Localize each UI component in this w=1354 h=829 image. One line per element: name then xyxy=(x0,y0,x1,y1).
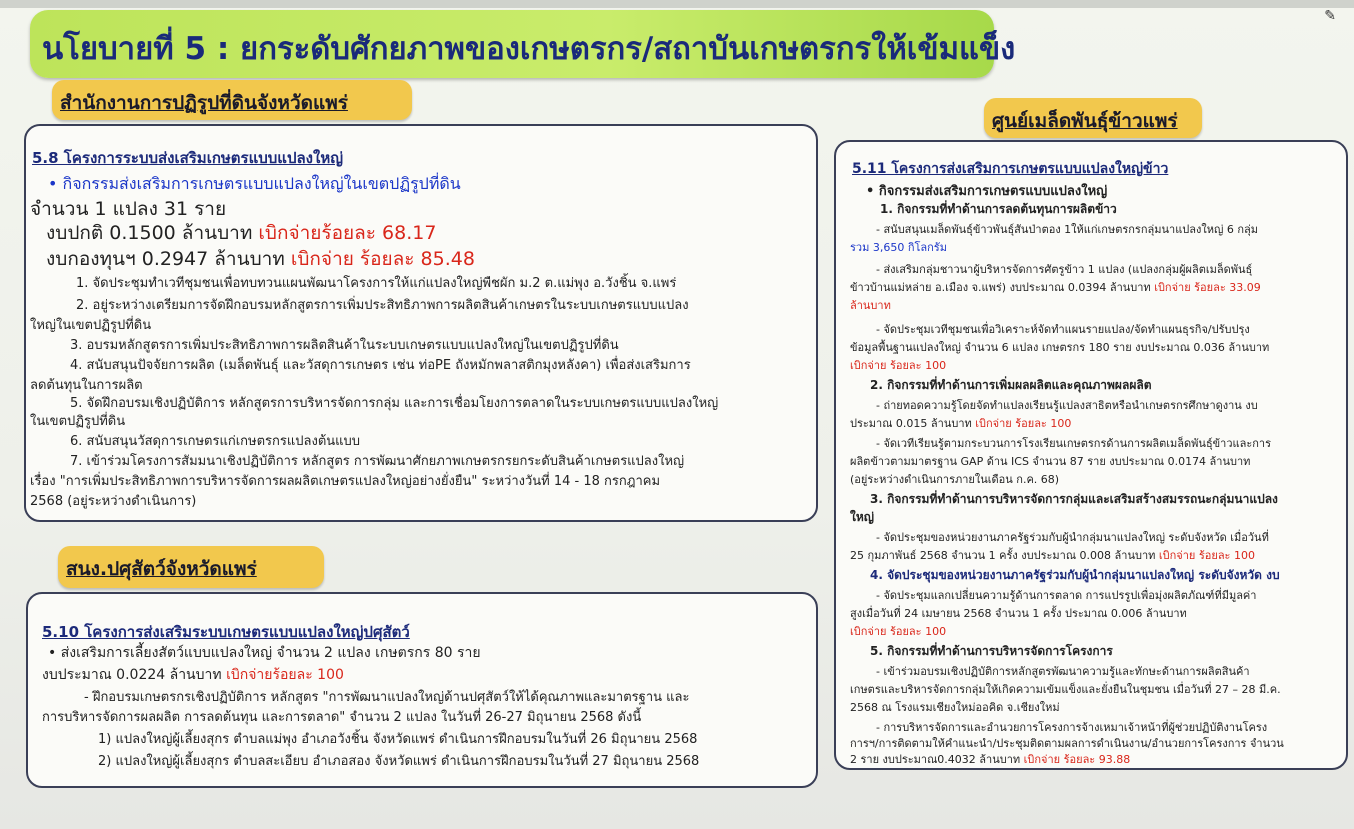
budget-fund-amount: งบกองทุนฯ 0.2947 ล้านบาท xyxy=(46,248,285,270)
text: 25 กุมภาพันธ์ 2568 จำนวน 1 ครั้ง งบประมาณ 0.008 ล้านบาท xyxy=(850,549,1156,562)
list-item: - สนับสนุนเมล็ดพันธุ์ข้าวพันธุ์สันป่าตอง 1ให้แก่เกษตรกรกลุ่มนาแปลงใหญ่ 6 กลุ่ม xyxy=(876,223,1259,236)
list-item: 2568 ณ โรงแรมเชียงใหม่ออคิด จ.เชียงใหม่ xyxy=(850,701,1060,714)
tag-label: สนง.ปศุสัตว์จังหวัดแพร่ xyxy=(66,558,257,580)
pen-icon[interactable]: ✎ xyxy=(1324,8,1336,24)
pct: เบิกจ่าย ร้อยละ 33.09 xyxy=(1154,281,1261,294)
section-title: 5.10 โครงการส่งเสริมระบบเกษตรแบบแปลงใหญ่ปศุสัตว์ xyxy=(42,623,410,641)
list-item: - จัดประชุมของหน่วยงานภาครัฐร่วมกับผู้นำกลุ่มนาแปลงใหญ่ ระดับจังหวัด เมื่อวันที่ xyxy=(876,531,1269,544)
list-item: - การบริหารจัดการและอำนวยการโครงการจ้างเหมาเจ้าหน้าที่ผู้ช่วยปฏิบัติงานโครง xyxy=(876,721,1268,734)
list-item: 4. สนับสนุนปัจจัยการผลิต (เมล็ดพันธุ์ และวัสดุการเกษตร เช่น ท่อPE ถังหมักพลาสติกมุงหลังคา) เพื่อส่งเสริมการ xyxy=(70,358,691,373)
subheading: 3. กิจกรรมที่ทำด้านการบริหารจัดการกลุ่มและเสริมสร้างสมรรถนะกลุ่มนาแปลง xyxy=(870,492,1278,506)
box-5-8 xyxy=(24,124,818,522)
box-5-10 xyxy=(26,592,818,788)
list-item xyxy=(850,278,1261,296)
text: ประมาณ 0.015 ล้านบาท xyxy=(850,417,972,430)
subheading: 5. กิจกรรมที่ทำด้านการบริหารจัดการโครงการ xyxy=(870,644,1113,658)
top-bar xyxy=(0,0,1354,8)
list-item: 2) แปลงใหญ่ผู้เลี้ยงสุกร ตำบลสะเอียบ อำเภอสอง จังหวัดแพร่ ดำเนินการฝึกอบรมในวันที่ 27 มิถุนายน 2568 xyxy=(98,754,700,769)
tag-rice-seed-center xyxy=(984,98,1202,138)
list-item: เบิกจ่าย ร้อยละ 100 xyxy=(850,625,947,638)
list-item xyxy=(850,414,1071,432)
list-item: - ฝึกอบรมเกษตรกรเชิงปฏิบัติการ หลักสูตร "การพัฒนาแปลงใหญ่ด้านปศุสัตว์ให้ได้คุณภาพและมาตรฐาน และ xyxy=(84,690,690,705)
budget-fund xyxy=(46,244,475,274)
list-item: - ส่งเสริมกลุ่มชาวนาผู้บริหารจัดการศัตรูข้าว 1 แปลง (แปลงกลุ่มผู้ผลิตเมล็ดพันธุ์ xyxy=(876,263,1253,276)
subheading: 1. กิจกรรมที่ทำด้านการลดต้นทุนการผลิตข้าว xyxy=(880,202,1117,216)
list-item: รวม 3,650 กิโลกรัม xyxy=(850,241,947,254)
tag-label: สำนักงานการปฏิรูปที่ดินจังหวัดแพร่ xyxy=(60,92,348,114)
list-item: ลดต้นทุนในการผลิต xyxy=(30,378,143,393)
budget-regular-pct: เบิกจ่ายร้อยละ 68.17 xyxy=(258,222,437,244)
list-item: - จัดเวทีเรียนรู้ตามกระบวนการโรงเรียนเกษตรกรด้านการผลิตเมล็ดพันธุ์ข้าวและการ xyxy=(876,437,1272,450)
text: ข้าวบ้านแม่หล่าย อ.เมือง จ.แพร่) งบประมาณ 0.0394 ล้านบาท xyxy=(850,281,1151,294)
list-item: (อยู่ระหว่างดำเนินการภายในเดือน ก.ค. 68) xyxy=(850,473,1060,486)
section-title: 5.8 โครงการระบบส่งเสริมเกษตรแบบแปลงใหญ่ xyxy=(32,149,343,167)
pct: เบิกจ่าย ร้อยละ 100 xyxy=(1158,549,1255,562)
section-title: 5.11 โครงการส่งเสริมการเกษตรแบบแปลงใหญ่ข้าว xyxy=(852,161,1169,177)
budget-pct: เบิกจ่ายร้อยละ 100 xyxy=(226,667,344,683)
list-item: การฯ/การติดตามให้คำแนะนำ/ประชุมติดตามผลการดำเนินงาน/อำนวยการโครงการ จำนวน xyxy=(850,737,1284,750)
budget-amount: งบประมาณ 0.0224 ล้านบาท xyxy=(42,667,222,683)
list-item: - จัดประชุมแลกเปลี่ยนความรู้ด้านการตลาด การแปรรูปเพื่อมุ่งผลิตภัณฑ์ที่มีมูลค่า xyxy=(876,589,1257,602)
pct: เบิกจ่าย ร้อยละ 100 xyxy=(975,417,1072,430)
list-item: 6. สนับสนุนวัสดุการเกษตรแก่เกษตรกรแปลงต้นแบบ xyxy=(70,434,361,449)
list-item: 1. จัดประชุมทำเวทีชุมชนเพื่อทบทวนแผนพัฒนาโครงการให้แก่แปลงใหญ่พืชผัก ม.2 ต.แม่พุง อ.วังชิ้น จ.แพร่ xyxy=(76,276,677,291)
tag-land-reform-office xyxy=(52,80,412,120)
list-item: เกษตรและบริหารจัดการกลุ่มให้เกิดความเข้มแข็งและยั่งยืนในชุมชน เมื่อวันที่ 27 – 28 มี.ค. xyxy=(850,683,1281,696)
list-item: 3. อบรมหลักสูตรการเพิ่มประสิทธิภาพการผลิตสินค้าในระบบเกษตรแบบแปลงใหญ่ในเขตปฏิรูปที่ดิน xyxy=(70,338,619,353)
list-item: 2568 (อยู่ระหว่างดำเนินการ) xyxy=(30,494,197,509)
list-item: ใหญ่ในเขตปฏิรูปที่ดิน xyxy=(30,318,152,333)
budget-regular-amount: งบปกติ 0.1500 ล้านบาท xyxy=(46,222,253,244)
list-item: ในเขตปฏิรูปที่ดิน xyxy=(30,414,126,429)
page-title: นโยบายที่ 5 : ยกระดับศักยภาพของเกษตรกร/สถาบันเกษตรกรให้เข้มแข็ง xyxy=(42,31,1016,67)
subheading: 4. จัดประชุมของหน่วยงานภาครัฐร่วมกับผู้นำกลุ่มนาแปลงใหญ่ ระดับจังหวัด งบ xyxy=(870,568,1280,582)
list-item: การบริหารจัดการผลผลิต การลดต้นทุน และการตลาด" จำนวน 2 แปลง ในวันที่ 26-27 มิถุนายน 2568 ดังนี้ xyxy=(42,710,642,725)
tag-label: ศูนย์เมล็ดพันธุ์ข้าวแพร่ xyxy=(992,110,1178,132)
list-item: - จัดประชุมเวทีชุมชนเพื่อวิเคราะห์จัดทำแผนรายแปลง/จัดทำแผนธุรกิจ/ปรับปรุง xyxy=(876,323,1250,336)
list-item: สูงเมื่อวันที่ 24 เมษายน 2568 จำนวน 1 ครั้ง ประมาณ 0.006 ล้านบาท xyxy=(850,607,1187,620)
bullet-text: • กิจกรรมส่งเสริมการเกษตรแบบแปลงใหญ่ xyxy=(866,184,1108,199)
list-item: 7. เข้าร่วมโครงการสัมมนาเชิงปฏิบัติการ หลักสูตร การพัฒนาศักยภาพเกษตรกรยกระดับสินค้าเกษตรแปลงใหญ่ xyxy=(70,454,685,469)
list-item: ผลิตข้าวตามมาตรฐาน GAP ด้าน ICS จำนวน 87 ราย งบประมาณ 0.0174 ล้านบาท xyxy=(850,455,1251,468)
page-title-banner xyxy=(30,10,1016,78)
list-item: เรื่อง "การเพิ่มประสิทธิภาพการบริหารจัดการผลผลิตเกษตรแปลงใหญ่อย่างยั่งยืน" ระหว่างวันที่ 14 - 18 กรกฎาคม xyxy=(30,474,661,489)
list-item: - เข้าร่วมอบรมเชิงปฏิบัติการหลักสูตรพัฒนาความรู้และทักษะด้านการผลิตสินค้า xyxy=(876,665,1250,678)
text: 2 ราย งบประมาณ0.4032 ล้านบาท xyxy=(850,753,1021,766)
subheading: ใหญ่ xyxy=(850,510,874,524)
list-item: 2. อยู่ระหว่างเตรียมการจัดฝึกอบรมหลักสูตรการเพิ่มประสิทธิภาพการผลิตสินค้าเกษตรในระบบเกษตรแบบแปลง xyxy=(76,298,689,313)
budget-text xyxy=(42,664,344,686)
bullet-text: • กิจกรรมส่งเสริมการเกษตรแบบแปลงใหญ่ในเขตปฏิรูปที่ดิน xyxy=(48,174,461,193)
count-text: จำนวน 1 แปลง 31 ราย xyxy=(30,198,227,220)
list-item: 1) แปลงใหญ่ผู้เลี้ยงสุกร ตำบลแม่พุง อำเภอวังชิ้น จังหวัดแพร่ ดำเนินการฝึกอบรมในวันที่ 26 มิถุนายน 2568 xyxy=(98,732,698,747)
list-item: • ส่งเสริมการเลี้ยงสัตว์แบบแปลงใหญ่ จำนวน 2 แปลง เกษตรกร 80 ราย xyxy=(48,645,481,661)
list-item: 5. จัดฝึกอบรมเชิงปฏิบัติการ หลักสูตรการบริหารจัดการกลุ่ม และการเชื่อมโยงการตลาดในระบบเกษตรแบบแปลงใหญ่ xyxy=(70,396,719,411)
list-item xyxy=(850,546,1255,564)
budget-fund-pct: เบิกจ่าย ร้อยละ 85.48 xyxy=(290,248,475,270)
list-item: - ถ่ายทอดความรู้โดยจัดทำแปลงเรียนรู้แปลงสาธิตหรือนำเกษตรกรศึกษาดูงาน งบ xyxy=(876,399,1258,412)
list-item: เบิกจ่าย ร้อยละ 100 xyxy=(850,359,947,372)
pct: เบิกจ่าย ร้อยละ 93.88 xyxy=(1023,753,1131,766)
box-5-11 xyxy=(834,140,1348,770)
subheading: 2. กิจกรรมที่ทำด้านการเพิ่มผลผลิตและคุณภาพผลผลิต xyxy=(870,378,1152,392)
list-item: ล้านบาท xyxy=(850,299,891,312)
list-item xyxy=(850,750,1130,768)
tag-livestock-office xyxy=(58,546,324,588)
list-item: ข้อมูลพื้นฐานแปลงใหญ่ จำนวน 6 แปลง เกษตรกร 180 ราย งบประมาณ 0.036 ล้านบาท xyxy=(850,341,1270,354)
